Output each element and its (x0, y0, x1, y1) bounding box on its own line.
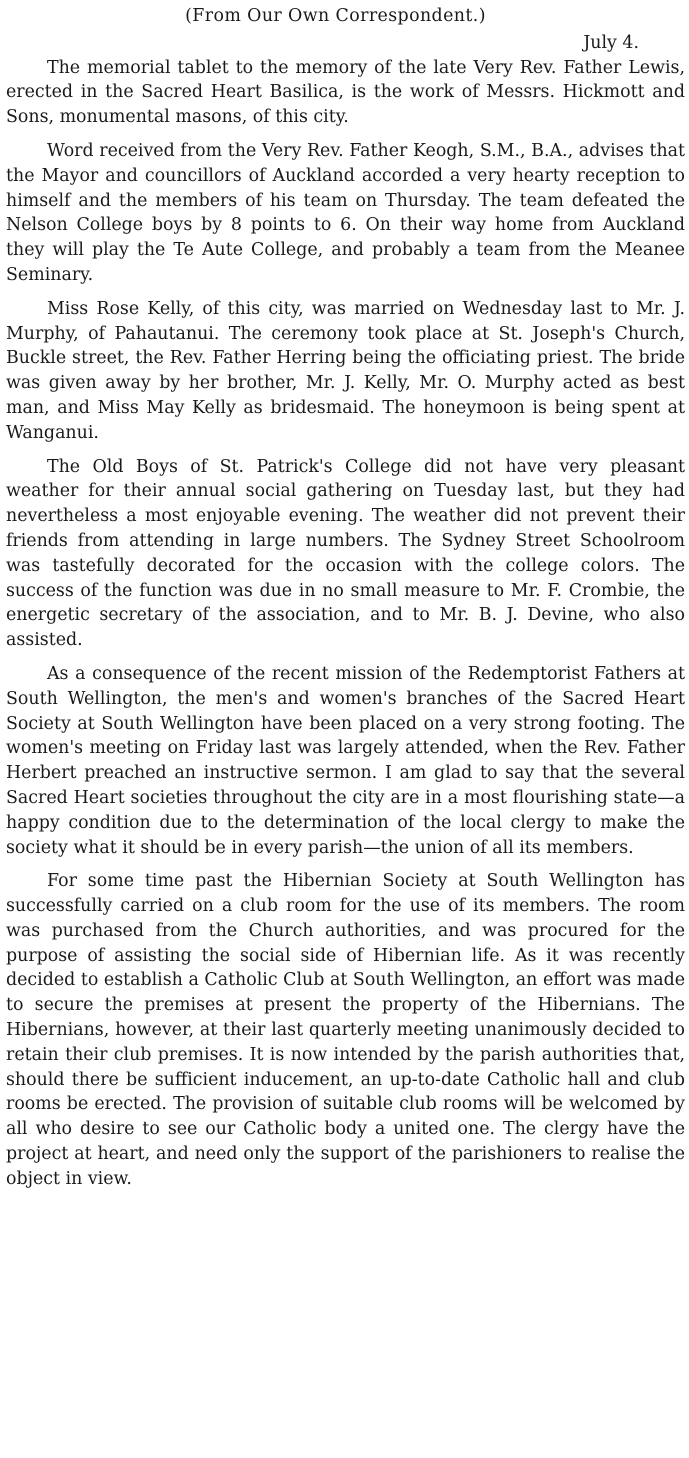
dateline: July 4. (583, 32, 639, 53)
paragraph-football-team: Word received from the Very Rev. Father Keogh, S.M., B.A., advises that the Mayor and councillors of Auckland accorded a very hearty reception to himself and the members of his team on Thursday. The team defeated the Nelson College boys by 8 points to 6. On their way home from Auckland they will play the Te Aute College, and probably a team from the Meanee Seminary. (6, 140, 685, 285)
paragraph-sacred-heart-society: As a consequence of the recent mission of the Redemptorist Fathers at South Wellington, the men's and women's branches of the Sacred Heart Society at South Wellington have been placed on a very strong footing. The women's meeting on Friday last was largely attended, when the Rev. Father Herbert preached an instructive sermon. I am glad to say that the several Sacred Heart societies throughout the city are in a most flourishing state—a happy condition due to the determination of the local clergy to make the society what it should be in every parish—the union of all its members. (6, 663, 685, 858)
paragraph-old-boys-social: The Old Boys of St. Patrick's College did not have very pleasant weather for their annual social gathering on Tuesday last, but they had nevertheless a most enjoyable evening. The weather did not prevent their friends from attending in large numbers. The Sydney Street Schoolroom was tastefully decorated for the occasion with the college colors. The success of the function was due in no small measure to Mr. F. Crombie, the energetic secretary of the association, and to Mr. B. J. Devine, who also assisted. (6, 456, 685, 651)
paragraph-wedding: Miss Rose Kelly, of this city, was married on Wednesday last to Mr. J. Murphy, of Pahautanui. The ceremony took place at St. Joseph's Church, Buckle street, the Rev. Father Herring being the officiating priest. The bride was given away by her brother, Mr. J. Kelly, Mr. O. Murphy acted as best man, and Miss May Kelly as bridesmaid. The honeymoon is being spent at Wanganui. (6, 298, 685, 443)
paragraph-hibernian-club: For some time past the Hibernian Society at South Wellington has successfully carried on a club room for the use of its members. The room was purchased from the Church authorities, and was procured for the purpose of assisting the social side of Hibernian life. As it was recently decided to establish a Catholic Club at South Wellington, an effort was made to secure the premises at present the property of the Hibernians. The Hibernians, however, at their last quarterly meeting unanimously decided to retain their club premises. It is now intended by the parish authorities that, should there be sufficient inducement, an up-to-date Catholic hall and club rooms be erected. The provision of suitable club rooms will be welcomed by all who desire to see our Catholic body a united one. The clergy have the project at heart, and need only the support of the parishioners to realise the object in view. (6, 871, 685, 1189)
paragraph-memorial-tablet: The memorial tablet to the memory of the late Very Rev. Father Lewis, erected in the Sacred Heart Basilica, is the work of Messrs. Hickmott and Sons, monumental masons, of this city. (6, 57, 685, 128)
correspondent-header: (From Our Own Correspondent.) (185, 6, 486, 26)
